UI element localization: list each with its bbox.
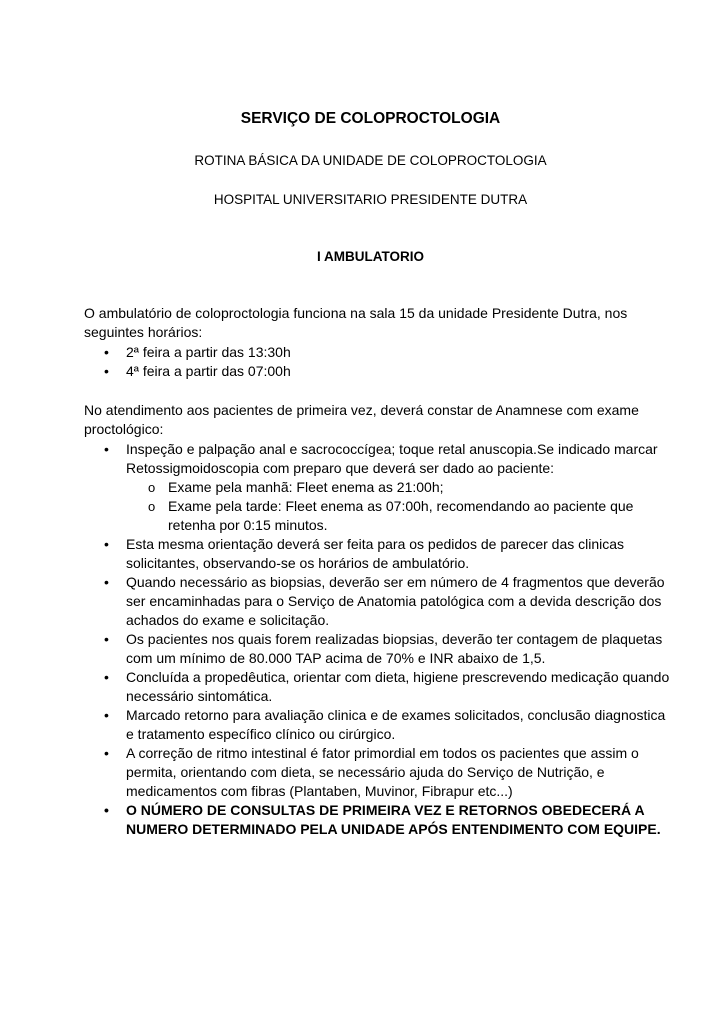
schedule-list <box>84 343 664 381</box>
procedure-item-text: Inspeção e palpação anal e sacrococcígea; toque retal anuscopia.Se indicado marcar Retossigmoidoscopia com preparo que deverá ser dado ao paciente: <box>126 441 658 476</box>
schedule-item-text: 2ª feira a partir das 13:30h <box>126 344 291 360</box>
procedure-item-text: Quando necessário as biopsias, deverão ser em número de 4 fragmentos que deverão ser encaminhadas para o Serviço de Anatomia patológica com a devida descrição dos achados do exame e solicitação. <box>126 574 665 628</box>
list-item <box>84 630 674 668</box>
bullet-icon: • <box>104 802 109 818</box>
procedure-item-text: Marcado retorno para avaliação clinica e de exames solicitados, conclusão diagnostica e tratamento específico clínico ou cirúrgico. <box>126 707 666 742</box>
procedures-list <box>84 440 674 839</box>
list-item <box>84 362 664 381</box>
procedure-item-text: O NÚMERO DE CONSULTAS DE PRIMEIRA VEZ E RETORNOS OBEDECERÁ A NUMERO DETERMINADO PELA UNIDADE APÓS ENTENDIMENTO COM EQUIPE. <box>126 802 661 837</box>
sub-bullet-icon: o <box>148 499 156 514</box>
sub-item-text: Exame pela manhã: Fleet enema as 21:00h; <box>168 479 444 495</box>
bullet-icon: • <box>104 669 109 685</box>
sub-bullet-icon: o <box>148 480 156 495</box>
bullet-icon: • <box>104 707 109 723</box>
list-item <box>84 535 674 573</box>
sub-list-item <box>84 497 674 535</box>
procedure-item-text: A correção de ritmo intestinal é fator primordial em todos os pacientes que assim o permita, orientando com dieta, se necessário ajuda do Serviço de Nutrição, e medicamentos com fibras (Plantaben, Muvinor, Fibrapur etc...) <box>126 745 639 799</box>
list-item <box>84 706 674 744</box>
list-item <box>84 343 664 362</box>
bullet-icon: • <box>104 745 109 761</box>
bullet-icon: • <box>104 344 109 360</box>
sub-item-text: Exame pela tarde: Fleet enema as 07:00h, recomendando ao paciente que retenha por 0:15 minutos. <box>168 498 634 533</box>
bullet-icon: • <box>104 441 109 457</box>
list-item <box>84 744 674 801</box>
procedure-item-text: Esta mesma orientação deverá ser feita para os pedidos de parecer das clinicas solicitantes, observando-se os horários de ambulatório. <box>126 536 625 571</box>
bullet-icon: • <box>104 574 109 590</box>
bullet-icon: • <box>104 631 109 647</box>
document-subtitle-hospital: HOSPITAL UNIVERSITARIO PRESIDENTE DUTRA <box>213 192 528 207</box>
list-item <box>84 440 674 478</box>
list-item <box>84 573 674 630</box>
procedure-item-text: Os pacientes nos quais forem realizadas biopsias, deverão ter contagem de plaquetas com um mínimo de 80.000 TAP acima de 70% e INR abaixo de 1,5. <box>126 631 663 666</box>
list-item <box>84 668 674 706</box>
document-title: SERVIÇO DE COLOPROCTOLOGIA <box>240 110 501 127</box>
sub-list-item <box>84 478 674 497</box>
list-item <box>84 801 674 839</box>
document-subtitle-routine: ROTINA BÁSICA DA UNIDADE DE COLOPROCTOLOGIA <box>194 153 547 168</box>
procedure-item-text: Concluída a propedêutica, orientar com dieta, higiene prescrevendo medicação quando necessário sintomática. <box>126 669 670 704</box>
section-heading: I AMBULATORIO <box>317 249 424 264</box>
intro-paragraph: O ambulatório de coloproctologia funciona na sala 15 da unidade Presidente Dutra, nos seguintes horários: <box>84 305 628 340</box>
bullet-icon: • <box>104 363 109 379</box>
anamnese-paragraph: No atendimento aos pacientes de primeira vez, deverá constar de Anamnese com exame proctológico: <box>84 402 639 437</box>
schedule-item-text: 4ª feira a partir das 07:00h <box>126 363 291 379</box>
bullet-icon: • <box>104 536 109 552</box>
